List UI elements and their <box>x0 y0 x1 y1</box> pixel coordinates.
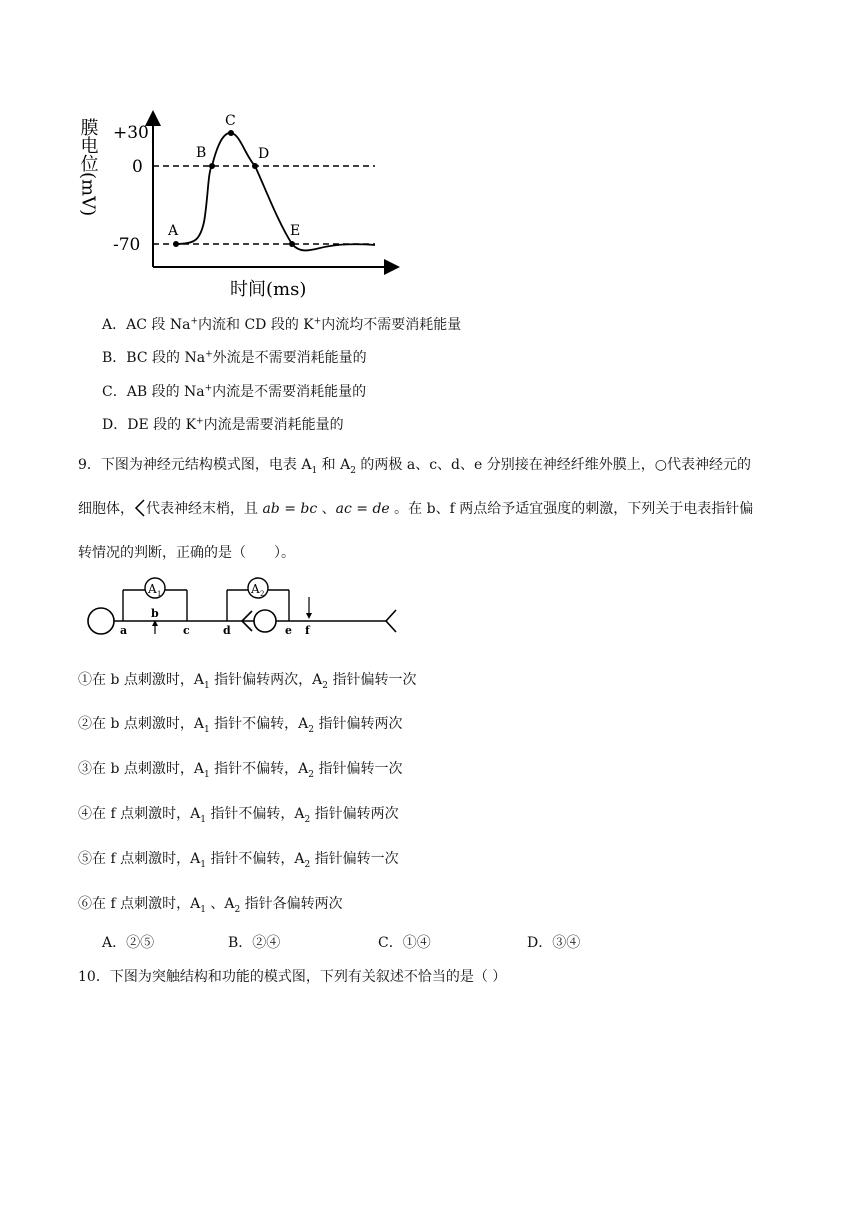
q9-statement-3: ③在 b 点刺激时，$A_1$ 指针不偏转，$A_2$ 指针偏转一次 <box>78 761 403 780</box>
nerve-ending <box>386 610 396 632</box>
label-d: d <box>223 624 231 637</box>
q9-statement-5: ⑤在 f 点刺激时，$A_1$ 指针不偏转，$A_2$ 指针偏转一次 <box>78 851 399 870</box>
q9-statement-4: ④在 f 点刺激时，$A_1$ 指针不偏转，$A_2$ 指针偏转两次 <box>78 806 399 825</box>
svg-text:1: 1 <box>157 590 162 598</box>
meter-a2-label: A <box>251 582 260 596</box>
neuron-diagram <box>84 572 404 642</box>
cell-body-left <box>88 608 114 634</box>
q9-stem-line1: 9．下图为神经元结构模式图，电表 $A_1$ 和 $A_2$ 的两极 a、c、d、e 分别接在神经纤维外膜上，○代表神经元的 <box>78 457 751 476</box>
point-c-label: C <box>225 113 236 129</box>
x-axis-label: 时间(ms) <box>230 279 307 300</box>
label-e: e <box>285 624 292 637</box>
point-c-dot <box>228 130 234 136</box>
point-e-dot <box>289 241 295 247</box>
q8-option-c[interactable]: C．AB 段的 Na+内流是不需要消耗能量的 <box>102 383 367 400</box>
y-axis-label: 膜电位(mV) <box>77 118 99 217</box>
q10-stem: 10．下图为突触结构和功能的模式图，下列有关叙述不恰当的是（ ） <box>78 969 507 985</box>
point-b-label: B <box>196 145 207 161</box>
q8-option-a[interactable]: A．AC 段 Na+内流和 CD 段的 K+内流均不需要消耗能量 <box>102 316 462 333</box>
cell-body-middle <box>254 610 276 632</box>
tick-zero: 0 <box>132 157 143 177</box>
q9-statement-2: ②在 b 点刺激时，$A_1$ 指针不偏转，$A_2$ 指针偏转两次 <box>78 716 403 735</box>
label-b: b <box>151 607 159 620</box>
tick-minus70: -70 <box>113 235 141 255</box>
label-f: f <box>305 624 310 637</box>
tick-plus30: +30 <box>113 123 149 143</box>
q8-option-d[interactable]: D．DE 段的 K+内流是需要消耗能量的 <box>102 416 344 433</box>
nerve-ending-icon <box>134 499 146 517</box>
membrane-potential-graph <box>77 110 410 305</box>
q9-stem-line2: 细胞体， 代表神经末梢，且 ab = bc 、ac = de 。在 b、f 两点给予适宜强度的刺激，下列关于电表指针偏 <box>78 501 754 517</box>
q9-choice-d[interactable]: D．③④ <box>527 935 581 951</box>
label-c: c <box>183 624 190 637</box>
q9-stem-line3: 转情况的判断，正确的是（ ）。 <box>78 545 295 561</box>
q9-choice-a[interactable]: A．②⑤ <box>102 935 155 951</box>
q8-option-b[interactable]: B．BC 段的 Na+外流是不需要消耗能量的 <box>102 349 367 366</box>
q9-statement-1: ①在 b 点刺激时，$A_1$ 指针偏转两次，$A_2$ 指针偏转一次 <box>78 672 417 691</box>
point-a-label: A <box>168 223 179 239</box>
q9-statement-6: ⑥在 f 点刺激时，$A_1$ 、$A_2$ 指针各偏转两次 <box>78 896 343 915</box>
point-d-label: D <box>258 146 270 162</box>
label-a: a <box>120 624 128 637</box>
point-e-label: E <box>290 223 301 239</box>
point-d-dot <box>252 163 258 169</box>
q9-choice-c[interactable]: C．①④ <box>378 935 431 951</box>
point-b-dot <box>209 163 215 169</box>
svg-text:2: 2 <box>260 590 265 598</box>
q9-choice-b[interactable]: B．②④ <box>228 935 281 951</box>
point-a-dot <box>173 241 179 247</box>
meter-a1-label: A <box>148 582 157 596</box>
